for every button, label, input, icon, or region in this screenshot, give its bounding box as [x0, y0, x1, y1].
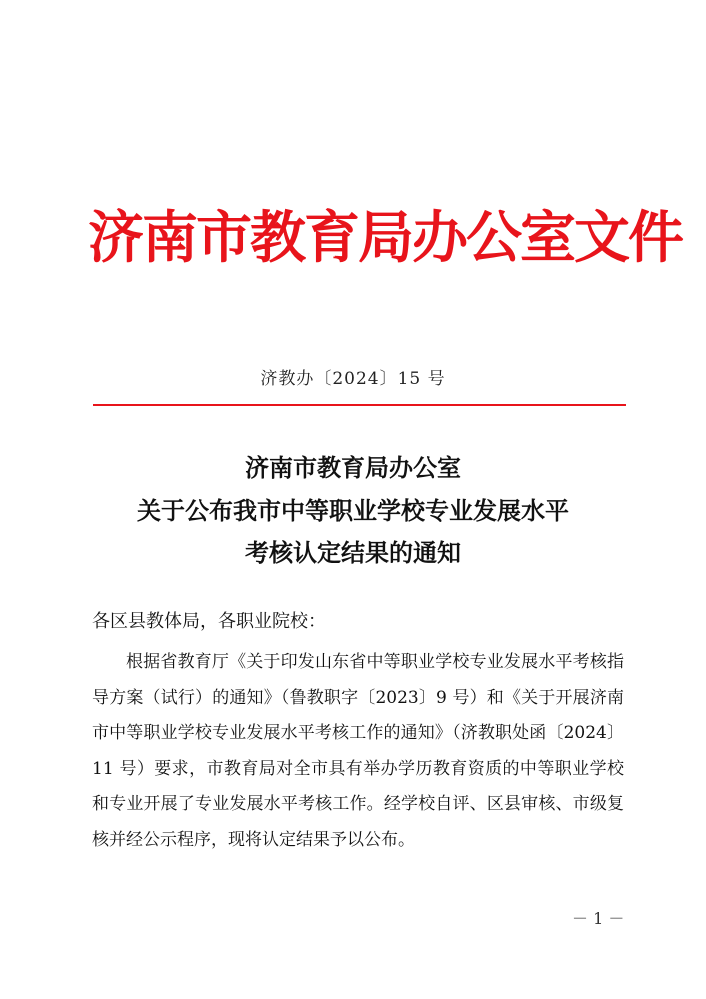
title-line-3: 考核认定结果的通知 — [245, 538, 461, 567]
document-masthead: 济南市教育局办公室文件 — [88, 205, 682, 271]
page-number: － 1 － — [572, 909, 625, 928]
salutation: 各区县教体局，各职业院校： — [92, 611, 326, 632]
red-divider-line — [93, 404, 626, 406]
body-paragraph: 根据省教育厅《关于印发山东省中等职业学校专业发展水平考核指导方案（试行）的通知》（鲁教职字〔2023〕9 号）和《关于开展济南市中等职业学校专业发展水平考核工作的通知》（济教职处函〔2024〕11 号）要求，市教育局对全市具有举办学历教育资质的中等职业学校和专业开展了专业发展水平考核工作。经学校自评、区县审核、市级复核并经公示程序，现将认定结果予以公布。 — [92, 652, 624, 850]
document-number: 济教办〔2024〕15 号 — [260, 369, 446, 389]
title-line-1: 济南市教育局办公室 — [245, 453, 461, 482]
title-line-2: 关于公布我市中等职业学校专业发展水平 — [137, 496, 569, 525]
